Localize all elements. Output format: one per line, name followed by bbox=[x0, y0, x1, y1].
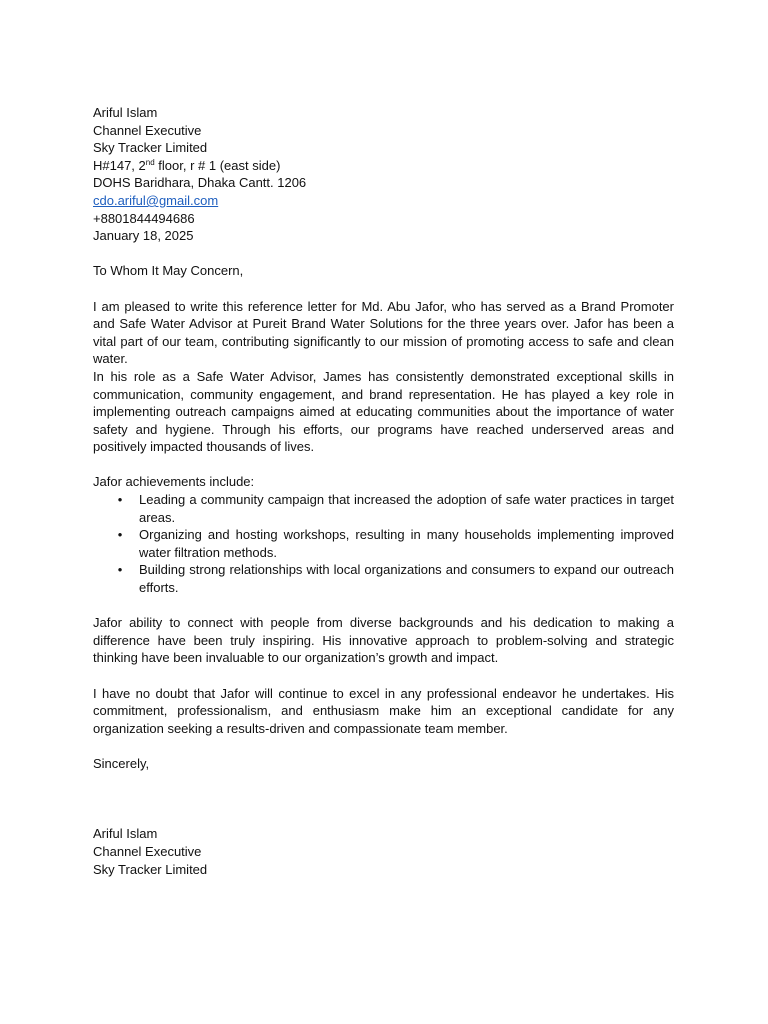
sender-phone: +8801844494686 bbox=[93, 210, 195, 226]
address-line1-prefix: H#147, 2 bbox=[93, 157, 146, 173]
intro-paragraph: I am pleased to write this reference letter for Md. Abu Jafor, who has served as a Brand Promoter and Safe Water Advisor at Pureit Brand Water Solutions for the three years over. Jafor has been a vital part of our team, contributing significantly to our mission of promoting access to safe and clean water. bbox=[93, 298, 674, 367]
sender-email-link[interactable]: cdo.ariful@gmail.com bbox=[93, 192, 219, 208]
signature-company: Sky Tracker Limited bbox=[93, 861, 208, 877]
list-item bbox=[93, 491, 674, 526]
sender-block bbox=[93, 104, 674, 245]
sender-name: Ariful Islam bbox=[93, 105, 158, 120]
closing-paragraph: I have no doubt that Jafor will continue to excel in any professional endeavor he undertakes. His commitment, professionalism, and enthusiasm make him an exceptional candidate for any organization seeking a results-driven and compassionate team member. bbox=[93, 685, 674, 736]
signature-name: Ariful Islam bbox=[93, 826, 158, 842]
signature-title: Channel Executive bbox=[93, 843, 202, 859]
letter-date: January 18, 2025 bbox=[93, 228, 194, 244]
list-item bbox=[93, 561, 674, 596]
address-line1-sup: nd bbox=[145, 157, 155, 167]
achievement-text: Organizing and hosting workshops, resulting in many households implementing improved water filtration methods. bbox=[139, 527, 674, 560]
signature-block bbox=[93, 825, 674, 878]
bullet-icon: • bbox=[117, 527, 123, 543]
achievement-text: Leading a community campaign that increased the adoption of safe water practices in target areas. bbox=[139, 492, 674, 525]
letter-page bbox=[93, 104, 674, 878]
role-paragraph: In his role as a Safe Water Advisor, James has consistently demonstrated exceptional skills in communication, community engagement, and brand representation. He has played a key role in implementing outreach campaigns aimed at educating communities about the importance of water safety and hygiene. Through his efforts, our programs have reached underserved areas and positively impacted thousands of lives. bbox=[93, 368, 674, 455]
ability-paragraph: Jafor ability to connect with people from diverse backgrounds and his dedication to making a difference have been truly inspiring. His innovative approach to problem-solving and strategic thinking have been invaluable to our organization’s growth and impact. bbox=[93, 615, 674, 666]
sender-address-line2: DOHS Baridhara, Dhaka Cantt. 1206 bbox=[93, 175, 307, 191]
achievement-text: Building strong relationships with local organizations and consumers to expand our outreach efforts. bbox=[139, 562, 674, 596]
sender-company: Sky Tracker Limited bbox=[93, 140, 208, 156]
list-item bbox=[93, 526, 674, 561]
address-line1-suffix: floor, r # 1 (east side) bbox=[154, 157, 281, 173]
sender-title: Channel Executive bbox=[93, 122, 202, 138]
achievements-list bbox=[93, 491, 674, 597]
signoff: Sincerely, bbox=[93, 755, 150, 771]
sender-address-line1 bbox=[93, 157, 674, 175]
bullet-icon: • bbox=[117, 492, 123, 508]
salutation: To Whom It May Concern, bbox=[93, 263, 244, 279]
bullet-icon: • bbox=[117, 562, 123, 578]
achievements-heading: Jafor achievements include: bbox=[93, 474, 255, 490]
